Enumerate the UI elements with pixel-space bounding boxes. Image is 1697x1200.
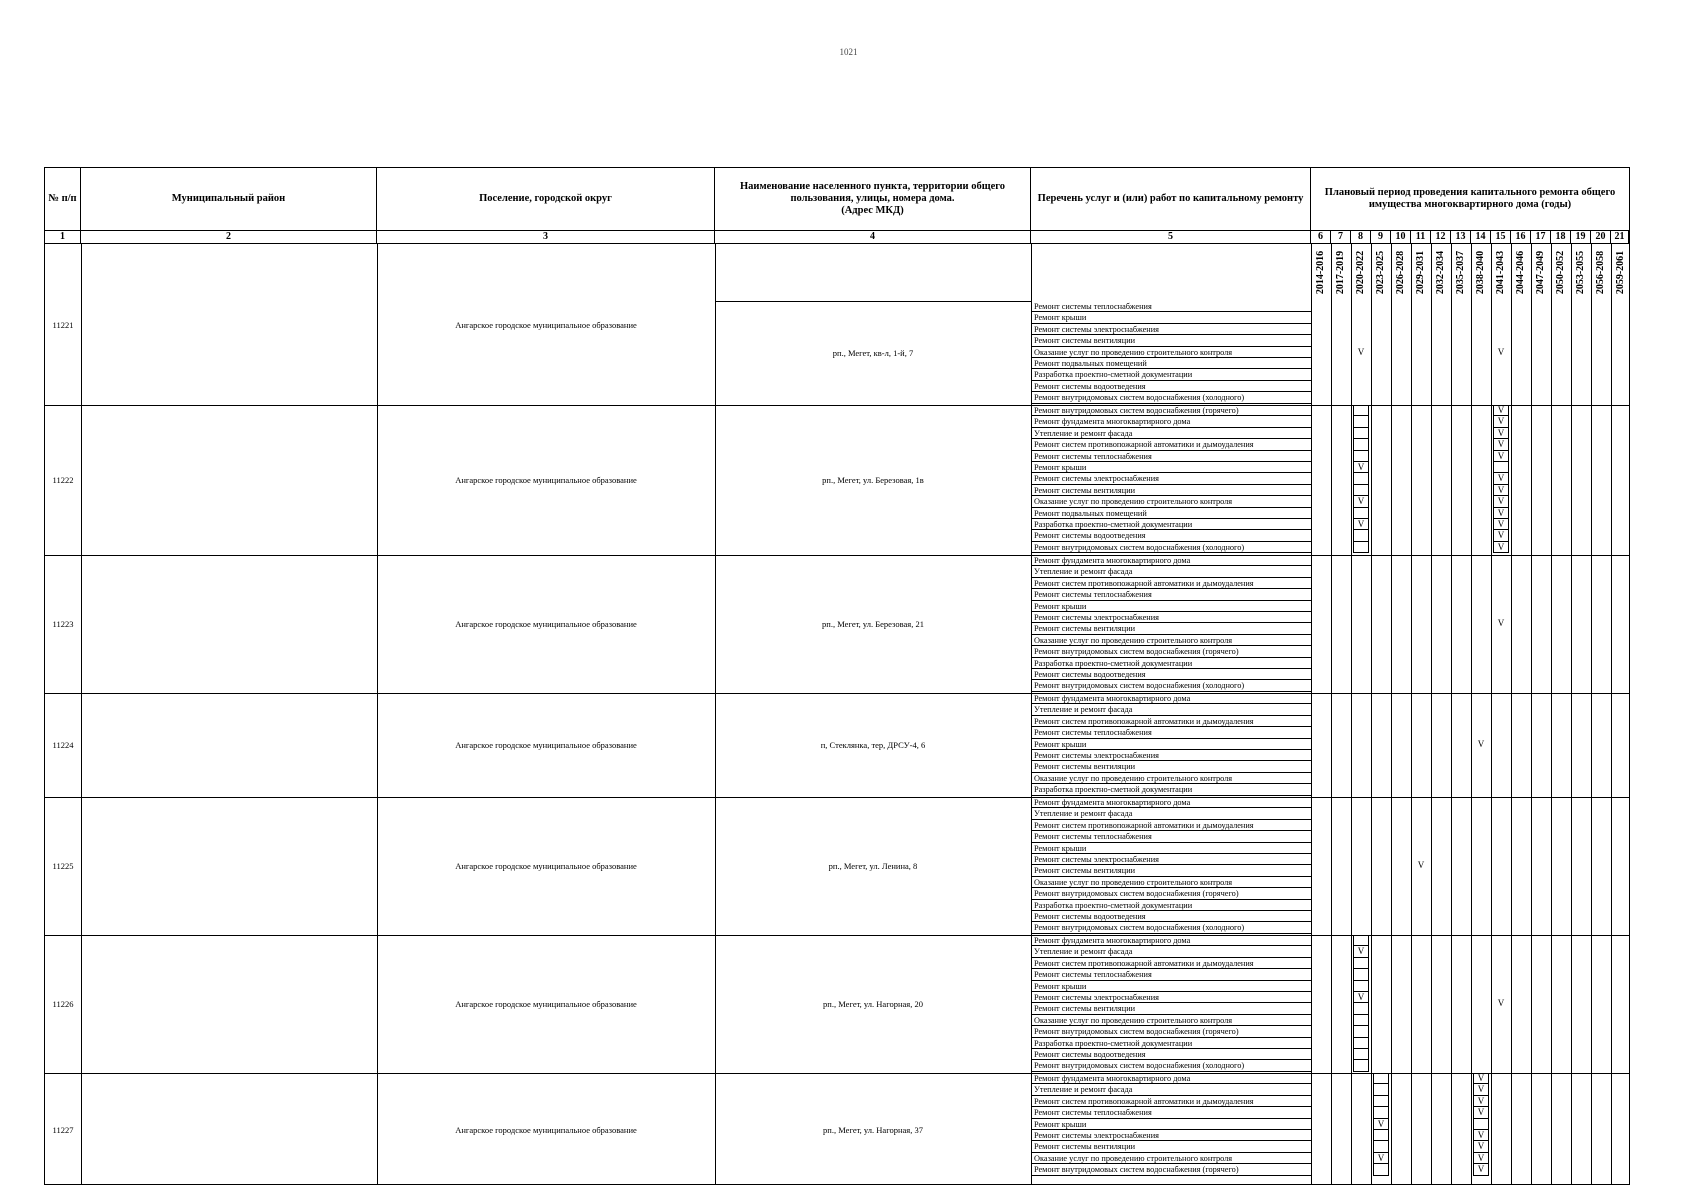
period-cell-box	[1353, 958, 1369, 969]
work-item: Ремонт системы вентиляции	[1031, 485, 1311, 496]
record-number: 11226	[52, 999, 74, 1009]
work-item: Ремонт системы электроснабжения	[1031, 324, 1311, 335]
period-label-text: 2020-2022	[1355, 250, 1367, 295]
period-cell-box	[1353, 1060, 1369, 1071]
period-cell-box	[1353, 1003, 1369, 1014]
work-item: Разработка проектно-сметной документации	[1031, 519, 1311, 530]
work-item: Ремонт системы теплоснабжения	[1031, 1107, 1311, 1118]
column-number: 18	[1551, 230, 1571, 243]
work-item: Ремонт системы теплоснабжения	[1031, 831, 1311, 842]
period-tick: V	[1477, 1164, 1485, 1175]
work-item: Ремонт системы электроснабжения	[1031, 750, 1311, 761]
period-label	[1351, 244, 1371, 301]
period-cell-box	[1353, 542, 1369, 553]
capital-repair-table	[44, 167, 1630, 1185]
period-column-divider	[1531, 244, 1532, 1185]
works-list	[1031, 405, 1311, 555]
period-label-text: 2047-2049	[1535, 250, 1547, 295]
period-cell-box	[1353, 935, 1369, 946]
header-address: Наименование населенного пункта, территории общего пользования, улицы, номера дома. (Адрес МКД)	[715, 168, 1031, 230]
period-label-text: 2014-2016	[1315, 250, 1327, 295]
work-item: Ремонт крыши	[1031, 981, 1311, 992]
period-column-divider	[1371, 244, 1372, 1185]
period-label	[1451, 244, 1471, 301]
page-number: 1021	[839, 47, 858, 57]
column-divider	[81, 244, 82, 1185]
work-item: Ремонт систем противопожарной автоматики и дымоудаления	[1031, 578, 1311, 589]
period-cell-box	[1353, 405, 1369, 416]
work-item: Утепление и ремонт фасада	[1031, 808, 1311, 819]
work-item: Оказание услуг по проведению строительного контроля	[1031, 877, 1311, 888]
work-item: Ремонт систем противопожарной автоматики и дымоудаления	[1031, 716, 1311, 727]
column-number: 16	[1511, 230, 1531, 243]
period-label	[1491, 244, 1511, 301]
period-label-text: 2035-2037	[1455, 250, 1467, 295]
settlement-name: Ангарское городское муниципальное образование	[455, 319, 637, 330]
period-label-text: 2017-2019	[1335, 250, 1347, 295]
column-number: 1	[45, 230, 81, 243]
work-item: Ремонт внутридомовых систем водоснабжения (холодного)	[1031, 1060, 1311, 1071]
period-label-text: 2038-2040	[1475, 250, 1487, 295]
period-cell-box	[1353, 1038, 1369, 1049]
column-number: 10	[1391, 230, 1411, 243]
settlement-name: Ангарское городское муниципальное образование	[455, 740, 637, 750]
period-tick: V	[1477, 1141, 1485, 1152]
period-column-divider	[1591, 244, 1592, 1185]
works-list	[1031, 797, 1311, 935]
period-label	[1531, 244, 1551, 301]
work-item: Разработка проектно-сметной документации	[1031, 784, 1311, 795]
work-item: Ремонт внутридомовых систем водоснабжения (холодного)	[1031, 542, 1311, 553]
work-item: Ремонт внутридомовых систем водоснабжения (горячего)	[1031, 646, 1311, 657]
period-cell-box	[1353, 530, 1369, 541]
house-address: рп., Мегет, ул. Березовая, 1в	[822, 475, 924, 485]
work-item: Ремонт внутридомовых систем водоснабжения (горячего)	[1031, 888, 1311, 899]
work-item: Ремонт систем противопожарной автоматики и дымоудаления	[1031, 820, 1311, 831]
period-tick: V	[1497, 473, 1505, 484]
work-item: Ремонт системы электроснабжения	[1031, 992, 1311, 1003]
period-tick: V	[1417, 860, 1425, 870]
period-column-divider	[1611, 244, 1612, 1185]
period-cell-box	[1353, 1026, 1369, 1037]
period-column-divider	[1411, 244, 1412, 1185]
period-tick: V	[1477, 1152, 1485, 1163]
work-item: Ремонт системы теплоснабжения	[1031, 451, 1311, 462]
work-item: Ремонт системы электроснабжения	[1031, 854, 1311, 865]
work-item: Разработка проектно-сметной документации	[1031, 658, 1311, 669]
header-settlement: Поселение, городской округ	[377, 168, 715, 230]
column-number: 4	[715, 230, 1031, 243]
work-item: Утепление и ремонт фасада	[1031, 1084, 1311, 1095]
work-item: Ремонт систем противопожарной автоматики и дымоудаления	[1031, 439, 1311, 450]
period-cell-box	[1373, 1096, 1389, 1107]
period-column-divider	[1471, 244, 1472, 1185]
period-cell-box	[1353, 981, 1369, 992]
settlement-name: Ангарское городское муниципальное образование	[455, 619, 637, 629]
work-item: Ремонт крыши	[1031, 1119, 1311, 1130]
period-label	[1551, 244, 1571, 301]
period-label-text: 2059-2061	[1615, 250, 1627, 295]
record-number: 11227	[52, 1124, 74, 1135]
house-address: рп., Мегет, ул. Нагорная, 37	[823, 1124, 923, 1135]
work-item: Ремонт крыши	[1031, 843, 1311, 854]
period-label-text: 2044-2046	[1515, 250, 1527, 295]
column-number: 19	[1571, 230, 1591, 243]
column-number-row	[45, 230, 1630, 243]
period-cell-box	[1353, 416, 1369, 427]
works-list	[1031, 935, 1311, 1073]
period-column-divider	[1331, 244, 1332, 1185]
period-cell-box	[1373, 1084, 1389, 1095]
work-item: Ремонт системы теплоснабжения	[1031, 969, 1311, 980]
house-address: п, Стеклянка, тер, ДРСУ-4, 6	[820, 740, 926, 750]
column-number: 20	[1591, 230, 1611, 243]
table-body	[45, 244, 1630, 1185]
header-period: Плановый период проведения капитального ремонта общего имущества многоквартирного дома (годы)	[1324, 187, 1616, 210]
period-label	[1431, 244, 1451, 301]
period-cell-box	[1353, 969, 1369, 980]
period-cell-box	[1353, 1049, 1369, 1060]
period-label	[1411, 244, 1431, 301]
work-item: Оказание услуг по проведению строительного контроля	[1031, 773, 1311, 784]
period-label-text: 2032-2034	[1435, 250, 1447, 295]
period-tick: V	[1477, 1084, 1485, 1095]
period-column-divider	[1351, 244, 1352, 1185]
settlement-name: Ангарское городское муниципальное образование	[455, 999, 637, 1009]
period-tick: V	[1497, 530, 1505, 541]
header-works: Перечень услуг и (или) работ по капитальному ремонту	[1031, 168, 1311, 230]
period-tick: V	[1377, 1118, 1385, 1129]
period-label-text: 2050-2052	[1555, 250, 1567, 295]
period-tick: V	[1477, 1107, 1485, 1118]
work-item: Ремонт системы водоотведения	[1031, 911, 1311, 922]
work-item: Ремонт фундамента многоквартирного дома	[1031, 935, 1311, 946]
column-number: 9	[1371, 230, 1391, 243]
work-item: Ремонт системы вентиляции	[1031, 761, 1311, 772]
period-cell-box	[1373, 1073, 1389, 1084]
period-column-divider	[1431, 244, 1432, 1185]
header-num: № п/п	[45, 168, 81, 230]
period-cell-box	[1473, 1119, 1489, 1130]
work-item: Ремонт системы водоотведения	[1031, 530, 1311, 541]
period-label-text: 2056-2058	[1595, 250, 1607, 295]
work-item: Ремонт системы водоотведения	[1031, 1049, 1311, 1060]
work-item: Разработка проектно-сметной документации	[1031, 369, 1311, 380]
record-number: 11221	[52, 319, 74, 330]
period-label	[1371, 244, 1391, 301]
column-number: 15	[1491, 230, 1511, 243]
work-item: Оказание услуг по проведению строительного контроля	[1031, 635, 1311, 646]
period-tick: V	[1477, 1130, 1485, 1140]
period-label	[1571, 244, 1591, 301]
period-label	[1591, 244, 1611, 301]
period-label	[1331, 244, 1351, 301]
period-cell-box	[1373, 1130, 1389, 1141]
period-column-divider	[1511, 244, 1512, 1185]
work-item: Ремонт систем противопожарной автоматики и дымоудаления	[1031, 1096, 1311, 1107]
work-item: Ремонт крыши	[1031, 462, 1311, 473]
period-cell-box	[1373, 1141, 1389, 1152]
work-item: Ремонт системы вентиляции	[1031, 335, 1311, 346]
work-item: Ремонт систем противопожарной автоматики и дымоудаления	[1031, 958, 1311, 969]
column-number: 21	[1611, 230, 1629, 243]
work-item: Ремонт крыши	[1031, 739, 1311, 750]
works-list	[1031, 693, 1311, 797]
period-column-divider	[1551, 244, 1552, 1185]
period-cell-box	[1353, 451, 1369, 462]
work-item: Ремонт фундамента многоквартирного дома	[1031, 797, 1311, 808]
work-item: Утепление и ремонт фасада	[1031, 946, 1311, 957]
column-number: 5	[1031, 230, 1311, 243]
period-label	[1391, 244, 1411, 301]
work-item: Ремонт системы водоотведения	[1031, 669, 1311, 680]
period-cell-box	[1353, 428, 1369, 439]
period-cell-box	[1353, 508, 1369, 519]
record-number: 11222	[52, 475, 74, 485]
period-tick: V	[1357, 946, 1365, 957]
work-item: Ремонт системы электроснабжения	[1031, 1130, 1311, 1141]
period-label-text: 2029-2031	[1415, 250, 1427, 295]
work-item: Разработка проектно-сметной документации	[1031, 900, 1311, 911]
work-item: Ремонт системы теплоснабжения	[1031, 589, 1311, 600]
period-cell-box	[1353, 473, 1369, 484]
work-item: Ремонт фундамента многоквартирного дома	[1031, 555, 1311, 566]
period-cell-box	[1493, 462, 1509, 473]
period-tick: V	[1357, 496, 1365, 507]
period-column-divider	[1391, 244, 1392, 1185]
column-number: 11	[1411, 230, 1431, 243]
work-item: Утепление и ремонт фасада	[1031, 704, 1311, 715]
column-number: 3	[377, 230, 715, 243]
works-list	[1031, 555, 1311, 693]
work-item: Ремонт системы теплоснабжения	[1031, 727, 1311, 738]
header-district: Муниципальный район	[81, 168, 377, 230]
period-tick: V	[1497, 484, 1505, 495]
period-tick: V	[1497, 496, 1505, 507]
period-label	[1471, 244, 1491, 301]
column-number: 17	[1531, 230, 1551, 243]
work-item: Утепление и ремонт фасада	[1031, 428, 1311, 439]
period-label	[1311, 244, 1331, 301]
period-tick: V	[1477, 739, 1485, 749]
period-tick: V	[1497, 618, 1505, 628]
work-item: Утепление и ремонт фасада	[1031, 566, 1311, 577]
work-item: Ремонт внутридомовых систем водоснабжения (горячего)	[1031, 1026, 1311, 1037]
period-cell-box	[1353, 439, 1369, 450]
work-item: Ремонт внутридомовых систем водоснабжения (горячего)	[1031, 1164, 1311, 1175]
work-item: Ремонт фундамента многоквартирного дома	[1031, 416, 1311, 427]
period-tick: V	[1497, 541, 1505, 552]
period-tick: V	[1477, 1095, 1485, 1106]
period-column-divider	[1571, 244, 1572, 1185]
work-item: Оказание услуг по проведению строительного контроля	[1031, 496, 1311, 507]
period-tick: V	[1497, 519, 1505, 529]
record-number: 11224	[52, 740, 74, 750]
period-tick: V	[1497, 439, 1505, 450]
work-item: Ремонт внутридомовых систем водоснабжения (горячего)	[1031, 405, 1311, 416]
settlement-name: Ангарское городское муниципальное образование	[455, 861, 637, 871]
work-item: Ремонт системы теплоснабжения	[1031, 301, 1311, 312]
period-cell-box	[1373, 1164, 1389, 1175]
period-tick: V	[1497, 347, 1505, 357]
works-list	[1031, 301, 1311, 405]
period-tick: V	[1497, 450, 1505, 461]
work-item: Ремонт системы вентиляции	[1031, 623, 1311, 634]
period-tick: V	[1357, 347, 1365, 357]
house-address: рп., Мегет, кв-л, 1-й, 7	[832, 348, 914, 358]
period-tick: V	[1497, 416, 1505, 427]
work-item: Оказание услуг по проведению строительного контроля	[1031, 347, 1311, 358]
period-column-divider	[1491, 244, 1492, 1185]
period-label-text: 2041-2043	[1495, 250, 1507, 295]
column-number: 13	[1451, 230, 1471, 243]
work-item: Ремонт системы электроснабжения	[1031, 473, 1311, 484]
work-item: Ремонт системы вентиляции	[1031, 1003, 1311, 1014]
work-item: Оказание услуг по проведению строительного контроля	[1031, 1153, 1311, 1164]
work-item: Ремонт фундамента многоквартирного дома	[1031, 1073, 1311, 1084]
period-label	[1511, 244, 1531, 301]
works-list	[1031, 1073, 1311, 1185]
period-tick: V	[1477, 1073, 1485, 1083]
work-item: Ремонт внутридомовых систем водоснабжения (холодного)	[1031, 680, 1311, 691]
period-tick: V	[1497, 405, 1505, 415]
column-number: 14	[1471, 230, 1491, 243]
house-address: рп., Мегет, ул. Нагорная, 20	[823, 999, 923, 1009]
period-tick: V	[1497, 998, 1505, 1008]
column-number: 6	[1311, 230, 1331, 243]
work-item: Ремонт внутридомовых систем водоснабжения (холодного)	[1031, 922, 1311, 933]
period-tick: V	[1357, 992, 1365, 1002]
record-number: 11225	[52, 861, 74, 871]
period-label-text: 2023-2025	[1375, 250, 1387, 295]
period-tick: V	[1377, 1152, 1385, 1163]
settlement-name: Ангарское городское муниципальное образование	[455, 1124, 637, 1135]
column-number: 7	[1331, 230, 1351, 243]
work-item: Ремонт системы водоотведения	[1031, 381, 1311, 392]
house-address: рп., Мегет, ул. Ленина, 8	[828, 861, 918, 871]
settlement-name: Ангарское городское муниципальное образование	[455, 475, 637, 485]
period-cell-box	[1353, 485, 1369, 496]
work-item: Ремонт внутридомовых систем водоснабжения (холодного)	[1031, 392, 1311, 403]
record-number: 11223	[52, 619, 74, 629]
column-number: 12	[1431, 230, 1451, 243]
work-item: Ремонт подвальных помещений	[1031, 358, 1311, 369]
work-item: Оказание услуг по проведению строительного контроля	[1031, 1015, 1311, 1026]
period-tick: V	[1357, 462, 1365, 472]
column-number: 8	[1351, 230, 1371, 243]
work-item: Ремонт фундамента многоквартирного дома	[1031, 693, 1311, 704]
period-tick: V	[1497, 427, 1505, 438]
period-tick: V	[1497, 507, 1505, 518]
period-cell-box	[1353, 1015, 1369, 1026]
work-item: Разработка проектно-сметной документации	[1031, 1038, 1311, 1049]
column-number: 2	[81, 230, 377, 243]
work-item: Ремонт системы электроснабжения	[1031, 612, 1311, 623]
period-label-text: 2026-2028	[1395, 250, 1407, 295]
work-item: Ремонт подвальных помещений	[1031, 508, 1311, 519]
period-label	[1611, 244, 1630, 301]
house-address: рп., Мегет, ул. Березовая, 21	[822, 619, 924, 629]
period-cell-box	[1373, 1107, 1389, 1118]
period-tick: V	[1357, 519, 1365, 529]
work-item: Ремонт системы вентиляции	[1031, 865, 1311, 876]
period-column-divider	[1311, 244, 1312, 1185]
work-item: Ремонт крыши	[1031, 601, 1311, 612]
period-label-text: 2053-2055	[1575, 250, 1587, 295]
work-item: Ремонт крыши	[1031, 312, 1311, 323]
work-item: Ремонт системы вентиляции	[1031, 1141, 1311, 1152]
period-column-divider	[1451, 244, 1452, 1185]
